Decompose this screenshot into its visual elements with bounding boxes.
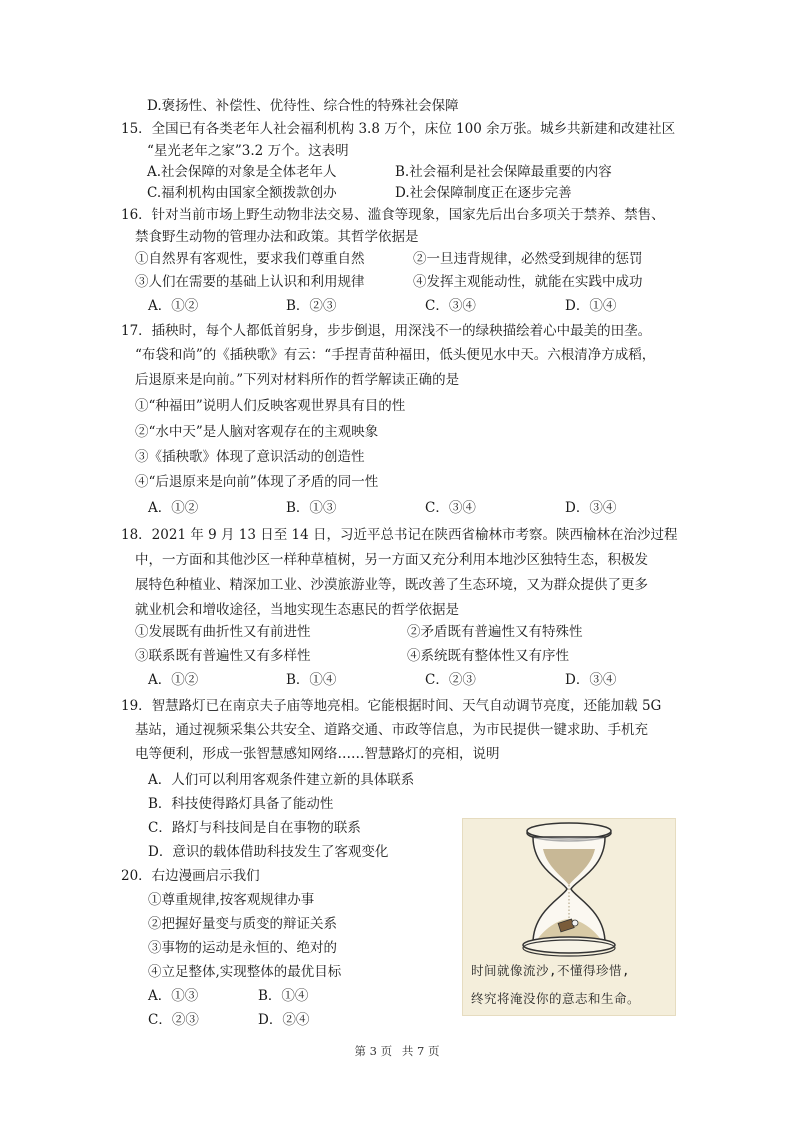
q20-statement-4: ④立足整体,实现整体的最优目标 xyxy=(148,964,342,980)
q18-statement-1: ①发展既有曲折性又有前进性 xyxy=(135,624,311,640)
q17-statement-1: ①“种福田”说明人们反映客观世界具有目的性 xyxy=(135,398,406,414)
q16-statement-4: ④发挥主观能动性，就能在实践中成功 xyxy=(413,274,643,290)
q19-option-c: C．路灯与科技间是自在事物的联系 xyxy=(148,820,361,836)
q20-option-b: B．①④ xyxy=(258,988,309,1004)
page-footer xyxy=(0,1043,794,1059)
q19-stem-line1: 19．智慧路灯已在南京夫子庙等地亮相。它能根据时间、天气自动调节亮度，还能加载 5G xyxy=(121,698,662,714)
q16-stem-line2: 禁食野生动物的管理办法和政策。其哲学依据是 xyxy=(135,229,419,245)
q17-stem-line1: 17．插秧时，每个人都低首躬身，步步倒退，用深浅不一的绿秧描绘着心中最美的田垄。 xyxy=(121,323,652,339)
q17-stem-line2: “布袋和尚”的《插秧歌》有云：“手捏青苗种福田，低头便见水中天。六根清净方成稻， xyxy=(135,347,656,363)
q17-option-d: D．③④ xyxy=(565,500,617,516)
q15-stem-line2: “星光老年之家”3.2 万个。这表明 xyxy=(147,143,349,159)
hourglass-icon xyxy=(463,819,675,959)
q18-stem-line3: 展特色种植业、精深加工业、沙漠旅游业等，既改善了生态环境，又为群众提供了更多 xyxy=(135,577,648,593)
q18-stem-line2: 中，一方面和其他沙区一样种草植树，另一方面又充分利用本地沙区独特生态，积极发 xyxy=(135,552,648,568)
q16-option-d: D．①④ xyxy=(565,298,617,314)
q20-option-c: C．②③ xyxy=(148,1012,199,1028)
q20-statement-3: ③事物的运动是永恒的、绝对的 xyxy=(148,940,337,956)
q15-stem-line1: 15．全国已有各类老年人社会福利机构 3.8 万个，床位 100 余万张。城乡共新建和改建社区 xyxy=(121,121,676,137)
q20-statement-1: ①尊重规律,按客观规律办事 xyxy=(148,892,315,908)
q17-stem-line3: 后退原来是向前。”下列对材料所作的哲学解读正确的是 xyxy=(135,372,460,388)
q20-stem: 20．右边漫画启示我们 xyxy=(121,868,260,884)
q20-option-d: D．②④ xyxy=(258,1012,310,1028)
q18-statement-2: ②矛盾既有普遍性又有特殊性 xyxy=(407,624,583,640)
q16-option-c: C．③④ xyxy=(425,298,476,314)
q17-statement-3: ③《插秧歌》体现了意识活动的创造性 xyxy=(135,449,365,465)
q17-option-c: C．③④ xyxy=(425,500,476,516)
q15-option-b: B.社会福利是社会保障最重要的内容 xyxy=(395,164,612,180)
q19-option-a: A．人们可以利用客观条件建立新的具体联系 xyxy=(148,772,415,788)
q20-option-a: A．①③ xyxy=(148,988,199,1004)
page-total: 共 7 页 xyxy=(401,1044,440,1058)
q18-option-d: D．③④ xyxy=(565,672,617,688)
q18-option-b: B．①④ xyxy=(286,672,337,688)
q16-statement-2: ②一旦违背规律，必然受到规律的惩罚 xyxy=(413,251,643,267)
q16-option-a: A．①② xyxy=(148,298,199,314)
q18-option-c: C．②③ xyxy=(425,672,476,688)
q15-option-a: A.社会保障的对象是全体老年人 xyxy=(147,164,337,180)
q19-stem-line2: 基站，通过视频采集公共安全、道路交通、市政等信息，为市民提供一键求助、手机充 xyxy=(135,722,648,738)
q17-statement-2: ②“水中天”是人脑对客观存在的主观映象 xyxy=(135,424,379,440)
q19-option-d: D．意识的载体借助科技发生了客观变化 xyxy=(148,844,389,860)
q19-stem-line3: 电等便利，形成一张智慧感知网络……智慧路灯的亮相，说明 xyxy=(135,746,500,762)
cartoon-caption-line2: 终究将淹没你的意志和生命。 xyxy=(471,991,641,1006)
q16-statement-3: ③人们在需要的基础上认识和利用规律 xyxy=(135,274,365,290)
q16-statement-1: ①自然界有客观性，要求我们尊重自然 xyxy=(135,251,365,267)
q17-statement-4: ④“后退原来是向前”体现了矛盾的同一性 xyxy=(135,474,379,490)
q18-statement-3: ③联系既有普遍性又有多样性 xyxy=(135,648,311,664)
q16-option-b: B．②③ xyxy=(286,298,337,314)
cartoon-caption-line1: 时间就像流沙,不懂得珍惜, xyxy=(471,963,631,978)
q18-stem-line1: 18．2021 年 9 月 13 日至 14 日，习近平总书记在陕西省榆林市考察。陕西榆林在治沙过程 xyxy=(121,527,678,543)
q18-statement-4: ④系统既有整体性又有序性 xyxy=(407,648,569,664)
hourglass-cartoon xyxy=(462,818,676,1016)
q17-option-a: A．①② xyxy=(148,500,199,516)
q20-statement-2: ②把握好量变与质变的辩证关系 xyxy=(148,916,337,932)
q18-stem-line4: 就业机会和增收途径，当地实现生态惠民的哲学依据是 xyxy=(135,602,459,618)
q15-option-d: D.社会保障制度正在逐步完善 xyxy=(395,185,572,201)
q18-option-a: A．①② xyxy=(148,672,199,688)
q19-option-b: B．科技使得路灯具备了能动性 xyxy=(148,796,334,812)
q15-option-c: C.福利机构由国家全额拨款创办 xyxy=(147,185,337,201)
page-number: 第 3 页 xyxy=(354,1044,393,1058)
prev-option-d: D.褒扬性、补偿性、优待性、综合性的特殊社会保障 xyxy=(147,98,459,114)
q16-stem-line1: 16．针对当前市场上野生动物非法交易、滥食等现象，国家先后出台多项关于禁养、禁售、 xyxy=(121,207,665,223)
q17-option-b: B．①③ xyxy=(286,500,337,516)
